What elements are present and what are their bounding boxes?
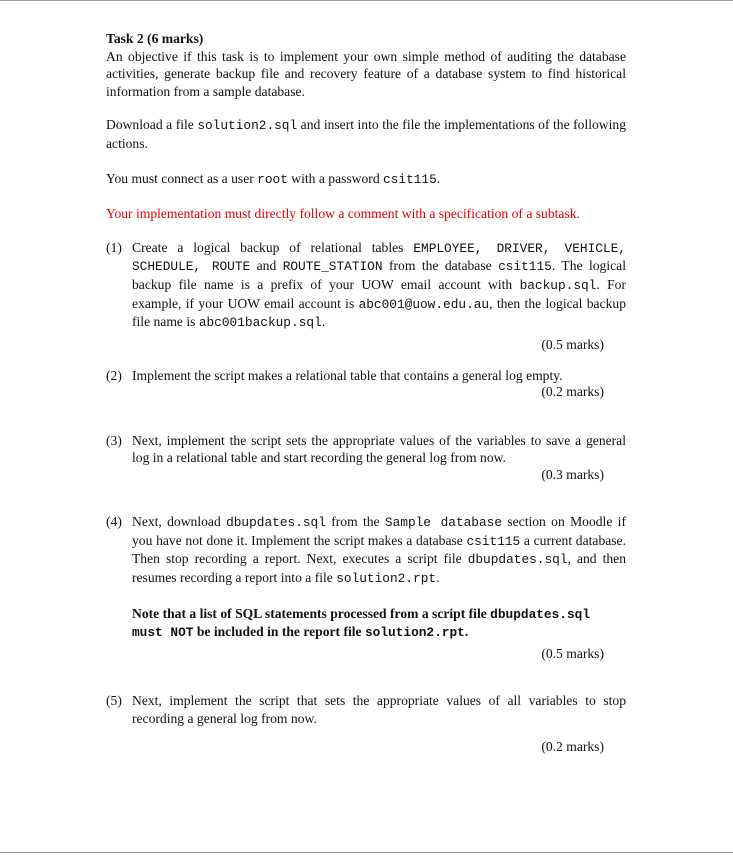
user-name: root <box>257 171 288 187</box>
top-border <box>0 0 733 1</box>
subtask-3 <box>106 432 626 484</box>
database-name: csit115 <box>498 259 552 275</box>
subtask-3-text: Next, implement the script sets the appropriate values of the variables to save a general log in a relational table and start recording the general log from now. <box>132 432 626 466</box>
password: csit115 <box>383 171 437 187</box>
subtask-number: (1) <box>106 239 122 255</box>
example-backup-file: abc001backup.sql <box>198 315 322 331</box>
connect-instruction: You must connect as a user root with a password csit115. <box>106 170 441 187</box>
database-name: csit115 <box>466 533 521 549</box>
task-title: Task 2 (6 marks) <box>106 31 204 46</box>
dbupdates-file: dbupdates.sql <box>226 515 326 531</box>
subtask-1-text: Create a logical backup of relational tables EMPLOYEE, DRIVER, VEHICLE, SCHEDULE, ROUTE and ROUTE_STATION from the database csit115. The logical backup file name is a prefix of your UOW email account with backup.sql. For example, if your UOW email account is abc001@uow.edu.au, then the logical backup file name is abc001backup.sql. <box>132 239 627 331</box>
subtask-3-marks: (0.3 marks) <box>541 466 604 482</box>
table-route-station: ROUTE_STATION <box>282 259 383 275</box>
subtask-1-marks: (0.5 marks) <box>541 336 604 352</box>
solution-file-name: solution2.sql <box>197 118 298 134</box>
document-page <box>106 30 626 755</box>
subtask-number: (5) <box>106 693 122 709</box>
task-intro: An objective if this task is to implement your own simple method of auditing the database activities, generate backup file and recovery feature of a database system to find historical information from a sample database. <box>106 48 626 99</box>
subtask-4 <box>106 513 626 662</box>
dbupdates-file: dbupdates.sql <box>467 552 568 568</box>
notice-text: Your implementation must directly follow a comment with a specification of a subtask. <box>106 206 580 222</box>
subtask-number: (2) <box>106 368 122 384</box>
sample-database-section: Sample database <box>384 515 503 531</box>
subtask-4-text: Next, download dbupdates.sql from the Sample database section on Moodle if you have not done it. Implement the script makes a database csit115 a current database. Then stop recording a report. Next, executes a script file dbupdates.sql, and then resumes recording a report into a file solution2.rpt. <box>132 514 626 587</box>
bottom-border <box>0 852 733 853</box>
subtask-1 <box>106 239 626 354</box>
table-names: EMPLOYEE, DRIVER, VEHICLE, SCHEDULE, ROUTE <box>132 240 626 275</box>
download-text-post: and insert into the file the implementations of the following actions. <box>106 117 626 151</box>
note-must-not: must NOT <box>132 625 194 641</box>
download-text-pre: Download a file <box>106 117 198 133</box>
example-email: abc001@uow.edu.au <box>358 296 490 312</box>
note-report-file: solution2.rpt <box>365 625 465 641</box>
backup-suffix: backup.sql <box>519 277 597 293</box>
subtask-5-marks: (0.2 marks) <box>541 738 604 754</box>
report-file: solution2.rpt <box>336 571 437 587</box>
download-instruction <box>106 116 626 152</box>
subtask-2 <box>106 367 626 400</box>
subtask-number: (3) <box>106 432 122 448</box>
subtask-4-note: Note that a list of SQL statements processed from a script file dbupdates.sql must NOT be included in the report file solution2.rpt. <box>132 605 591 641</box>
subtask-5-text: Next, implement the script that sets the appropriate values of all variables to stop recording a general log from now. <box>132 693 626 727</box>
subtask-5 <box>106 692 626 755</box>
subtask-2-marks: (0.2 marks) <box>541 383 604 399</box>
subtask-number: (4) <box>106 514 122 530</box>
subtask-2-text: Implement the script makes a relational table that contains a general log empty. <box>132 368 563 384</box>
note-dbupdates-file: dbupdates.sql <box>490 606 591 622</box>
subtask-4-marks: (0.5 marks) <box>541 645 604 661</box>
